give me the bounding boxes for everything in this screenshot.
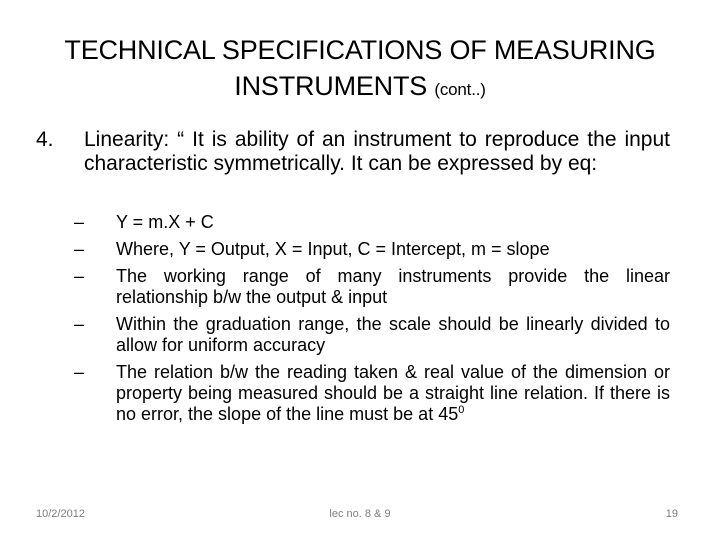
title-line-2 [36,68,684,108]
sub-bullet-list [74,212,670,431]
bullet-text [116,362,670,425]
footer-lecture: lec no. 8 & 9 [329,508,391,520]
footer-page-number: 19 [665,508,678,520]
sub-bullet [74,212,670,233]
bullet-text: The working range of many instruments provide the linear relationship b/w the output & input [116,266,670,307]
title-line-1: TECHNICAL SPECIFICATIONS OF MEASURING [64,35,656,65]
dash-marker: – [74,362,85,382]
bullet-text-main: The relation b/w the reading taken & real value of the dimension or property being measured should be a straight line relation. If there is no error, the slope of the line must be at 45 [116,362,670,424]
point-text: “ It is ability of an instrument to reproduce the input characteristic symmetrically. It can be expressed by eq: [84,128,670,175]
bullet-text: Where, Y = Output, X = Input, C = Intercept, m = slope [116,239,550,259]
sub-bullet [74,239,670,260]
main-point [36,128,670,176]
title-suffix: (cont..) [434,80,486,99]
title-main: INSTRUMENTS [234,71,428,101]
footer-date: 10/2/2012 [36,508,85,520]
bullet-text: Within the graduation range, the scale should be linearly divided to allow for uniform accuracy [116,314,670,355]
sub-bullet [74,362,670,425]
degree-superscript: 0 [458,404,465,416]
sub-bullet [74,314,670,356]
dash-marker: – [74,266,85,286]
point-body [84,128,670,176]
slide-title [36,32,684,108]
bullet-text: Y = m.X + C [116,212,214,232]
dash-marker: – [74,212,85,232]
sub-bullet [74,266,670,308]
point-heading: Linearity: [84,128,170,151]
point-number: 4. [36,128,54,151]
dash-marker: – [74,314,85,334]
dash-marker: – [74,239,85,259]
